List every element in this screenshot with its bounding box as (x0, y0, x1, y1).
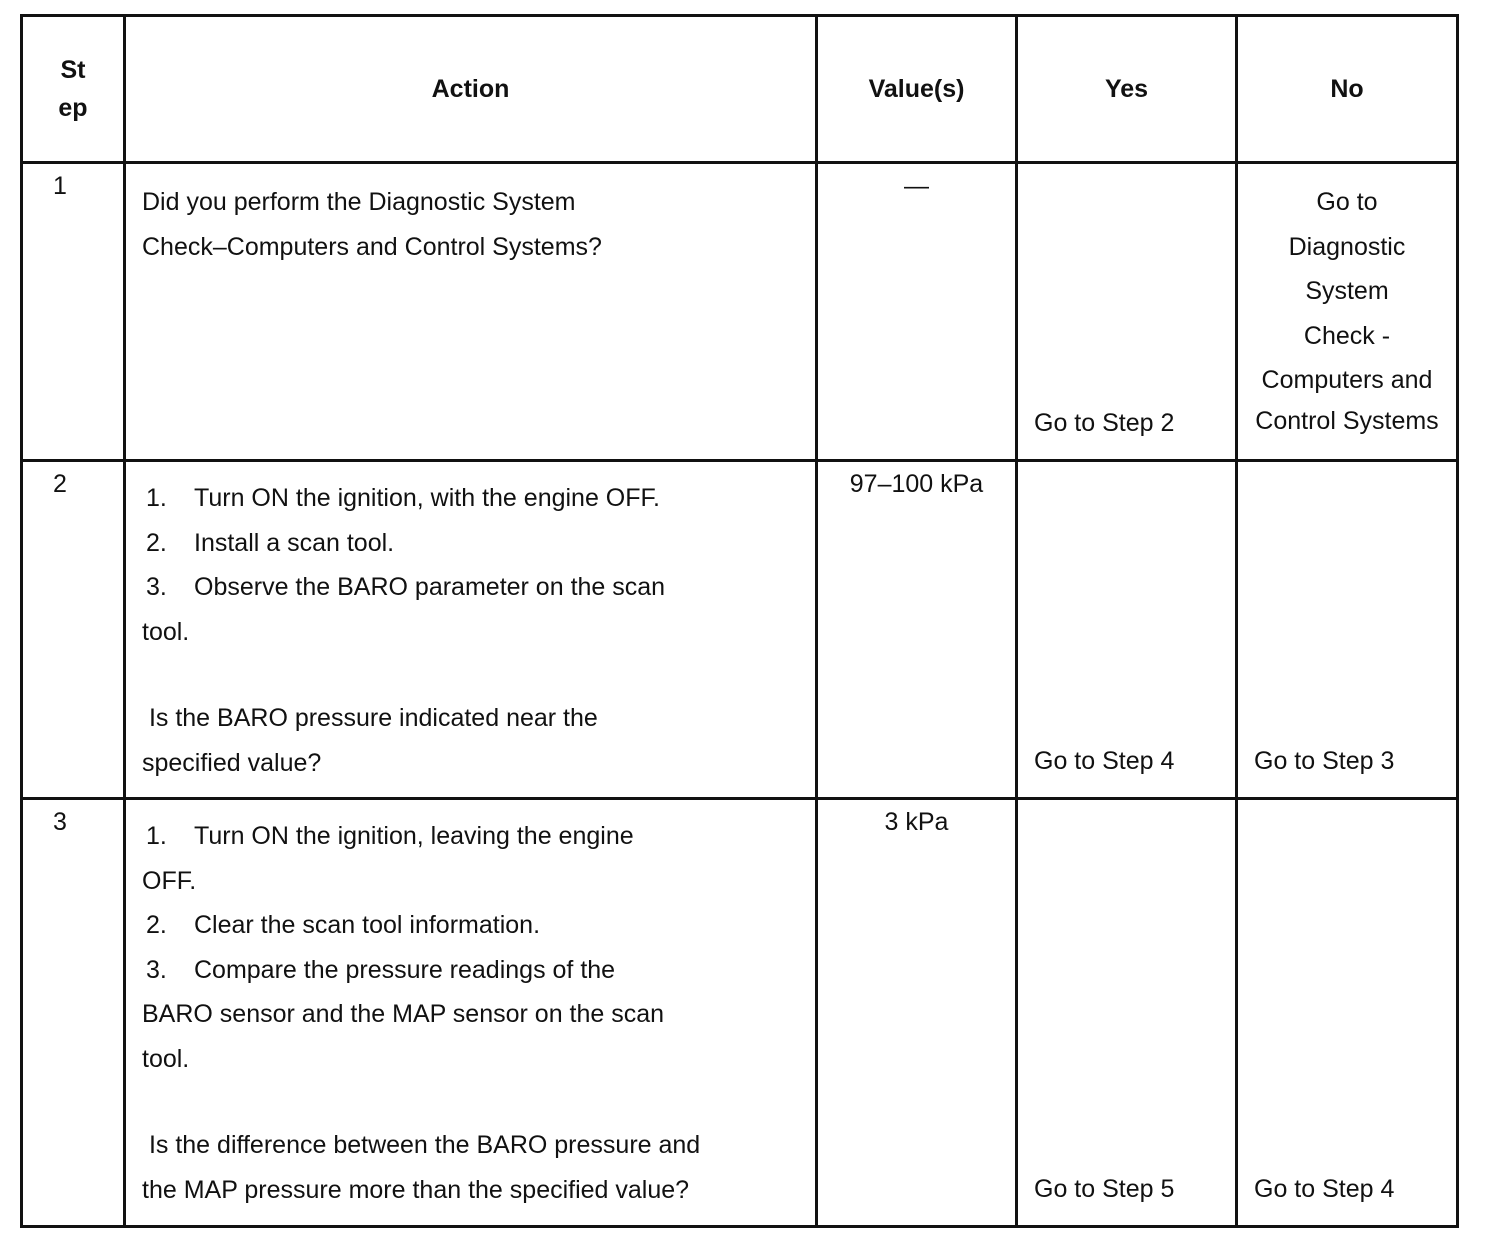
list-item: 3. Compare the pressure readings of the (146, 955, 616, 984)
value-cell: 3 kPa (817, 799, 1017, 1227)
step-number: 2 (22, 461, 125, 799)
action-cell: 1. Turn ON the ignition, leaving the engine OFF. 2. Clear the scan tool information. 3. Compare the pressure readings of the BARO sensor and the MAP sensor on the scan tool. Is the difference between the BARO pressure and the MAP pressure more than the specified value? (125, 799, 817, 1227)
header-no: No (1237, 16, 1458, 163)
no-cell (1237, 799, 1458, 1227)
header-step: St ep (22, 16, 125, 163)
no-link[interactable]: Go to Step 4 (1254, 1174, 1395, 1203)
list-item: 2. Clear the scan tool information. (146, 911, 541, 939)
header-yes: Yes (1017, 16, 1237, 163)
yes-cell (1017, 461, 1237, 799)
no-link[interactable]: Go to Step 3 (1254, 746, 1395, 775)
step-number: 1 (22, 163, 125, 461)
list-item: 1. Turn ON the ignition, leaving the engine (146, 822, 634, 850)
yes-link[interactable]: Go to Step 2 (1034, 408, 1175, 437)
action-cell: 1. Turn ON the ignition, with the engine OFF. 2. Install a scan tool. 3. Observe the BARO parameter on the scan tool. Is the BARO pressure indicated near the specified value? (125, 461, 817, 799)
list-item: 1. Turn ON the ignition, with the engine OFF. (146, 484, 660, 512)
table-row (22, 163, 1458, 461)
header-action: Action (125, 16, 817, 163)
diagnostic-table (20, 14, 1459, 1228)
step-number: 3 (22, 799, 125, 1227)
header-row (22, 16, 1458, 163)
table-row (22, 799, 1458, 1227)
action-cell: Did you perform the Diagnostic System Check–Computers and Control Systems? (125, 163, 817, 461)
table-row (22, 461, 1458, 799)
yes-cell (1017, 163, 1237, 461)
list-item: 3. Observe the BARO parameter on the scan (146, 573, 666, 601)
list-item: 2. Install a scan tool. (146, 528, 395, 557)
no-cell (1237, 163, 1458, 461)
header-values: Value(s) (817, 16, 1017, 163)
no-link[interactable]: Go to Diagnostic System Check - Computers and Control Systems (1255, 188, 1439, 435)
yes-link[interactable]: Go to Step 5 (1034, 1174, 1175, 1203)
value-cell: — (817, 163, 1017, 461)
yes-link[interactable]: Go to Step 4 (1034, 746, 1175, 775)
value-cell: 97–100 kPa (817, 461, 1017, 799)
yes-cell (1017, 799, 1237, 1227)
no-cell (1237, 461, 1458, 799)
